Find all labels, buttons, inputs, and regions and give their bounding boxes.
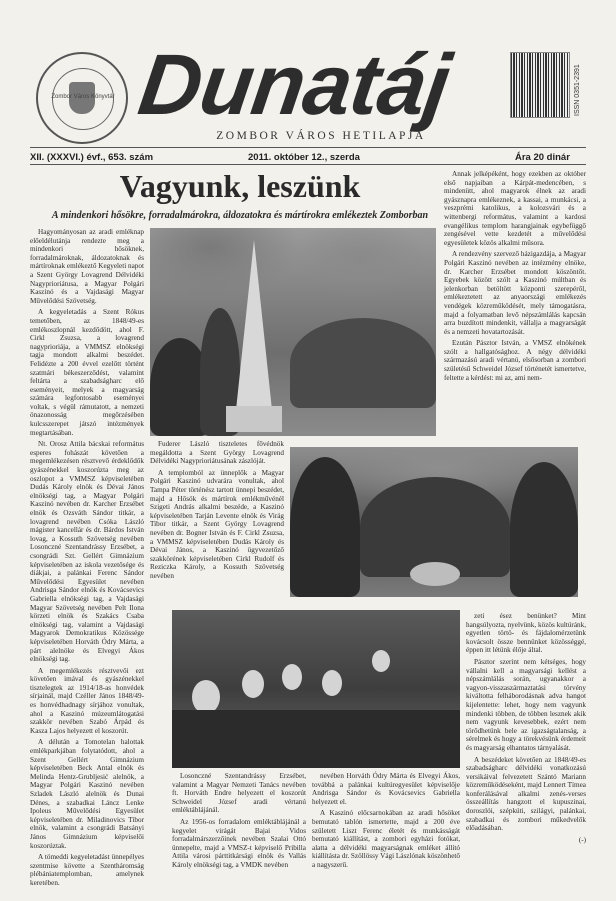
paragraph: zeti ésez benünket? Mint hangsúlyozta, nyelvünk, közös kultúránk, egyetlen törtö- és fájdalomérzetünk kovácsolt össze bennünket közösséggé, éppen itt létünk élője által.	[466, 612, 586, 655]
paragraph: Ezután Pásztor István, a VMSZ elnökének szólt a hallgatósághoz. A négy délvidéki származású aradi vértanú, elsősorban a zombori születésű Schweidel József történetét ismertetve, feltette a kérdést: mi az, ami nem-	[444, 339, 586, 382]
paragraph: A megemlékezés résztvevői ezt követően imával és gyászénekkel tisztelegtek az 1914/18-as honvédek sírjainál, majd Czéller János 1848/49-es honvédhadnagy sírjához vonultak, ahol a Kaszinó múzeumlátogatási szakkör nevében Szabó Árpád és Kasza Lajos helyezett el koszorút.	[30, 666, 144, 735]
masthead-title: Dunatáj	[133, 37, 456, 133]
photo-face	[192, 680, 220, 714]
library-stamp	[36, 52, 128, 144]
article-subheadline: A mindenkori hősökre, forradalmárokra, áldozatokra és mártírokra emlékeztek Zomborban	[51, 210, 429, 221]
photo-face	[322, 670, 342, 696]
photo-audience-row	[172, 710, 460, 768]
masthead-subtitle: ZOMBOR VÁROS HETILAPJA	[216, 130, 426, 142]
paragraph: A tömeddi kegyeletadást ünnepélyes szentmise követte a Szentháromság plébániatemplomban, amelynek keretében.	[30, 853, 144, 887]
issue-number: XII. (XXXVI.) évf., 653. szám	[30, 152, 154, 163]
paragraph: A rendezvény szervező házigazdája, a Magyar Polgári Kaszinó nevében az intézmény elnöke, dr. Karcher Erzsébet mondott köszöntőt. Egyebek között szólt a Kaszinó múltban és jelenkorban betöltött központi szerepéről, emlékeztetett az anyaországi emlékezés vendégek közreműködését, mely támogatásra, majd a folyamatban levő népszámlálás kapcsán arra buzdított mindenkit, vállalja a magyarságát és a nemzeti hovatartozását.	[444, 250, 586, 336]
photo-face	[372, 650, 390, 672]
photo-figure	[290, 457, 360, 597]
barcode-icon	[510, 52, 570, 118]
paragraph: Hagyományosan az aradi emléknap előeldélutánja rendezte meg a mindenkori hősöknek, forradalmároknak, áldozatoknak és mártíroknak emlékeztő Kegyeleti napot a Szent György Lovagrend Délvidéki Nagyprioriátusa, a Magyar Polgári Kaszinó és a Vajdasági Magyar Művelődési Szövetség.	[30, 228, 144, 305]
article-column-bottom-left	[172, 772, 306, 872]
paragraph: A kegyeletadás a Szent Rókus temetőben, az 1848/49-es emlékoszlopnál kezdődött, ahol F. Cirkl Zsuzsa, a lovagrend nagyprioriája, a VMMSZ elnökségi tagja mondott alkalmi beszédet. Felidézte a 200 évvel ezelőtt történt szatmári békeszerződést, valamint feltárta a szabadságharc elő eseményeit, melyek a magyarság számára legfontosabb eseményei voltak, s végül rámutatott, a nemzeti önazonosság megőrzésében kulcsszerepet játszó intézmények megtartásában.	[30, 308, 144, 437]
issue-price: Ára 20 dinár	[515, 152, 570, 163]
masthead-rule-top	[30, 147, 586, 148]
stamp-text: Zombor Város Könyvtár	[51, 94, 115, 100]
paragraph: Fuderer László tiszteletes fővédnök megáldotta a Szent György Lovagrend Délvidéki Nagyprioriátusának zászlóját.	[150, 440, 284, 466]
photo-obelisk	[236, 240, 272, 410]
article-column-left	[30, 228, 144, 887]
paragraph: A templomból az ünneplők a Magyar Polgári Kaszinó udvarára vonultak, ahol Tampa Péter történész tartott ünnepi beszédet, majd a Hősök és mártírok emlékművénél Szigeti András alkalmi beszéde, a Kaszinó képviseletében Tarján Levente elnök és Virág Tibor titkár, a Szent György Lovagrend nevében dr. Bogner István és F. Cirkl Zsuzsa, a VMMSZ képviseletében Dudás Károly és Dévai János, a Kaszinó ügyvezetőző szakkörének képviseletében Cirkl Rudolf és Reziczka Károly, a Kossuth Szövetség nevében	[150, 468, 284, 580]
paragraph: Annak jelképéként, hogy ezekben az október első napjaiban a Kárpát-medencében, s mindenütt, ahol magyarok élnek az aradi gyásznapra emlékeznek, a kassai, a munkácsi, a veszprémi katolikus, a kolozsvári és a wittenbergi református, valamint a kardosi evangélikus templom harangjainak egybefüggő zengésével vette kezdetét a művelődési egyesületek közös alkalmi műsora.	[444, 170, 586, 247]
paragraph: Nt. Orosz Attila bácskai református esperes fohászát követően a megemlékezésen résztvevő érdeklődők gyászénekkel koszorúzta meg az oszlopot a VMMSZ képviseletében Dudás Károly elnök és Dévai János elnökségi tag, a Magyar Polgári Kaszinó nevében dr. Karcher Erzsébet elnök és Ozsváth Sándor titkár, a lovagrend nevében Csóka László mágister kancellár és dr. Bárdos István lovag, a Kossuth Szövetség nevében Losonczné Szentandrássy Erzsébet, a csongrádi Szt. Gellért Gimnázium képviseletében az iskola vezetősége és diákjai, a palánkai Ferenc Sándor Művelődési Egyesület nevében Andrisga Sándor elnök és Kovácsevics Gabriella elnökségi tag, a Vajdasági Magyar Szövetség nevében Pelt Ilona körzeti elnök és Szakács Csaba elnökségi tag, valamint a Vajdasági Magyarok Demokratikus Közössége képviseletében Horváth Ódry Márta, a párt alelnöke és Elvegyi Ákos elnökségi tag.	[30, 440, 144, 664]
issue-date: 2011. október 12., szerda	[248, 152, 360, 163]
paragraph: nevében Horváth Ódry Márta és Elvegyi Ákos, továbbá a palánkai kultúregyesület képviselője Andrisga Sándor és Kovácsevics Gabriella helyezett el.	[312, 772, 460, 806]
article-column-right-bottom	[466, 612, 586, 874]
paragraph: Az 1956-os forradalom emléktáblájánál a kegyelet virágát Bajai Vidos forradalmárszerzőinek nevében Szalai Ottó ünnepelte, majd a VMSZ-t képviselő Pribilla Attila városi párttitkársági elnök és Vallás Károly elnökségi tag, a VMDK nevében	[172, 817, 306, 869]
paragraph: A Kaszinó előcsarnokában az aradi hősöket bemutató tablón ismertette, majd a 200 éve született Liszt Ferenc életét és munkásságát bemutató kiállítást, a zombori egyházi fotókat, alatta a délvidéki magyarságnak emléket állító kiállításta dr. Szöllössy Vági Lászlónak köszönhető a nagyszerű.	[312, 809, 460, 869]
article-column-right-top	[444, 170, 586, 440]
signature-mark: (-)	[578, 835, 586, 844]
photo-wreath-laying	[290, 447, 578, 597]
article-column-bottom-middle	[312, 772, 460, 872]
photo-face	[242, 670, 264, 698]
photo-crowd	[290, 318, 436, 408]
paragraph: Losonczné Szentandrássy Erzsébet, valamint a Magyar Nemzeti Tanács nevében ft. Horváth Endre helyezett el koszorút Schweidel József aradi vértanú emléktáblájánál.	[172, 772, 306, 815]
article-column-middle	[150, 440, 284, 605]
paragraph: A beszédeket követően az 1848/49-es szabadságharc délvidéki vonatkozású versikáival felvezetett Szántó Mariann közreműködéseként, majd Lennert Tímea konferálásával alkalmi zenés-verses összeállítás hangzott el kupuszinai, doroszlói, szépkúti, szilágyi, palánkai, szabadkai és zombori műkedvelők előadásában.	[466, 755, 586, 833]
photo-wreath	[410, 562, 460, 586]
paragraph: Pásztor szerint nem kétséges, hogy vállalni kell a magyarsági kellést a népszámlálás során, ugyanakkor a vagyon-visszaszármaztatási törvény kiváltotta felháborodásnak adva hangot kijelentette: lehet, hogy nem vagyunk mindenki többen, de többen lesznek akik nem vagyunk kevesebbek, ezért nem törődhetünk bele az igazságtalanság, a sérelmek és hogy a törekvésünk érdemeit és magyarság elhantatos tárnyalását.	[466, 657, 586, 752]
photo-obelisk-base	[226, 406, 282, 432]
issn-number: ISSN 0351-2391	[574, 64, 581, 116]
article-headline: Vagyunk, leszünk	[119, 168, 361, 204]
photo-figure	[510, 462, 578, 597]
paragraph: A délután a Tomotelan halottak emlékparkjában folytatódott, ahol a Szent Gellért Gimnázium képviseletében Beck Antal elnök és Melinda Hentz-Grubljesić alelnök, a Magyar Polgári Kaszinó nevében Szladek László alelnök és Dunai Dénes, a szabadkai Láncz Lenke Ipoleus Művelődési Egyesület képviseletében dr. Miladinovics Tibor elnök, valamint a csongrádi Batsányi János Gimnázium képviselői koszorúztak.	[30, 738, 144, 850]
masthead-rule-bottom	[30, 164, 586, 165]
photo-memorial-obelisk	[150, 228, 436, 436]
photo-face	[282, 664, 302, 690]
photo-audience	[172, 610, 460, 768]
